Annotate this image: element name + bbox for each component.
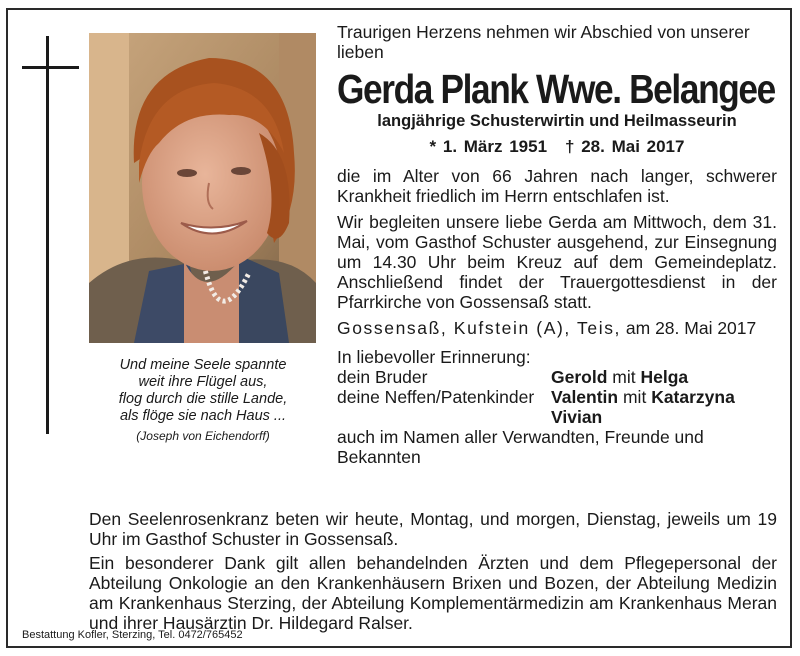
life-dates xyxy=(337,136,777,158)
notice-date: am 28. Mai 2017 xyxy=(625,318,757,338)
poem-line: Und meine Seele spannte xyxy=(119,357,287,373)
place-date xyxy=(337,318,777,338)
deceased-role: langjährige Schusterwirtin und Heilmasseurin xyxy=(377,112,737,130)
relative-connector: mit xyxy=(612,367,636,387)
relative-row xyxy=(337,367,777,387)
relative-name: Vivian xyxy=(551,407,603,427)
poem-line: weit ihre Flügel aus, xyxy=(138,374,268,390)
relative-relation: deine Neffen/Patenkinder xyxy=(337,387,535,407)
thanks-paragraph: Ein besonderer Dank gilt allen behandelnden Ärzten und dem Pflegepersonal der Abteilung Onkologie an den Krankenhäusern Brixen und Bozen, der Abteilung Medizin am Krankenhaus Sterzing, der Abteilung Komplementärmedizin am Krankenhaus Meran und ihrer Hausärztin Dr. Hildegard Ralser. xyxy=(89,553,777,633)
portrait-photo xyxy=(89,33,316,343)
also-on-behalf: auch im Namen aller Verwandten, Freunde und Bekannten xyxy=(337,427,704,467)
deceased-name: Gerda Plank Wwe. Belangee xyxy=(337,66,775,112)
poem-line: flog durch die stille Lande, xyxy=(118,391,288,407)
relative-connector: mit xyxy=(622,387,647,407)
bottom-text xyxy=(89,509,777,637)
relative-name: Katarzyna xyxy=(651,387,735,407)
relative-row xyxy=(337,387,777,407)
place-names: Gossensaß, Kufstein (A), Teis, xyxy=(337,318,622,338)
poem-author: (Joseph von Eichendorff) xyxy=(136,429,270,443)
relative-name: Helga xyxy=(640,367,689,387)
relative-relation: dein Bruder xyxy=(337,367,428,387)
relative-row xyxy=(337,407,777,427)
rosary-paragraph: Den Seelenrosenkranz beten wir heute, Montag, und morgen, Dienstag, jeweils um 19 Uhr im Gasthof Schuster in Gossensaß. xyxy=(89,509,777,549)
cross-icon-vertical xyxy=(46,36,49,434)
passing-paragraph: die im Alter von 66 Jahren nach langer, schwerer Krankheit friedlich im Herrn entschlafen ist. xyxy=(337,166,777,206)
intro-text: Traurigen Herzens nehmen wir Abschied von unserer lieben xyxy=(337,22,750,62)
death-date: † 28. Mai 2017 xyxy=(565,137,685,156)
relative-name: Gerold xyxy=(551,367,608,387)
poem-line: als flöge sie nach Haus ... xyxy=(119,408,287,424)
funeral-paragraph: Wir begleiten unsere liebe Gerda am Mittwoch, dem 31. Mai, vom Gasthof Schuster ausgehend, zur Einsegnung um 14.30 Uhr beim Kreuz auf dem Gemeindeplatz. Anschließend findet der Trauergottesdienst in der Pfarrkirche von Gossensaß statt. xyxy=(337,212,777,312)
poem xyxy=(90,357,316,445)
birth-date: * 1. März 1951 xyxy=(429,137,548,156)
relative-name: Valentin xyxy=(551,387,619,407)
memory-intro: In liebevoller Erinnerung: xyxy=(337,347,531,367)
funeral-home-footer: Bestattung Kofler, Sterzing, Tel. 0472/765452 xyxy=(22,629,243,641)
notice-text xyxy=(337,22,777,467)
cross-icon-horizontal xyxy=(22,66,79,69)
